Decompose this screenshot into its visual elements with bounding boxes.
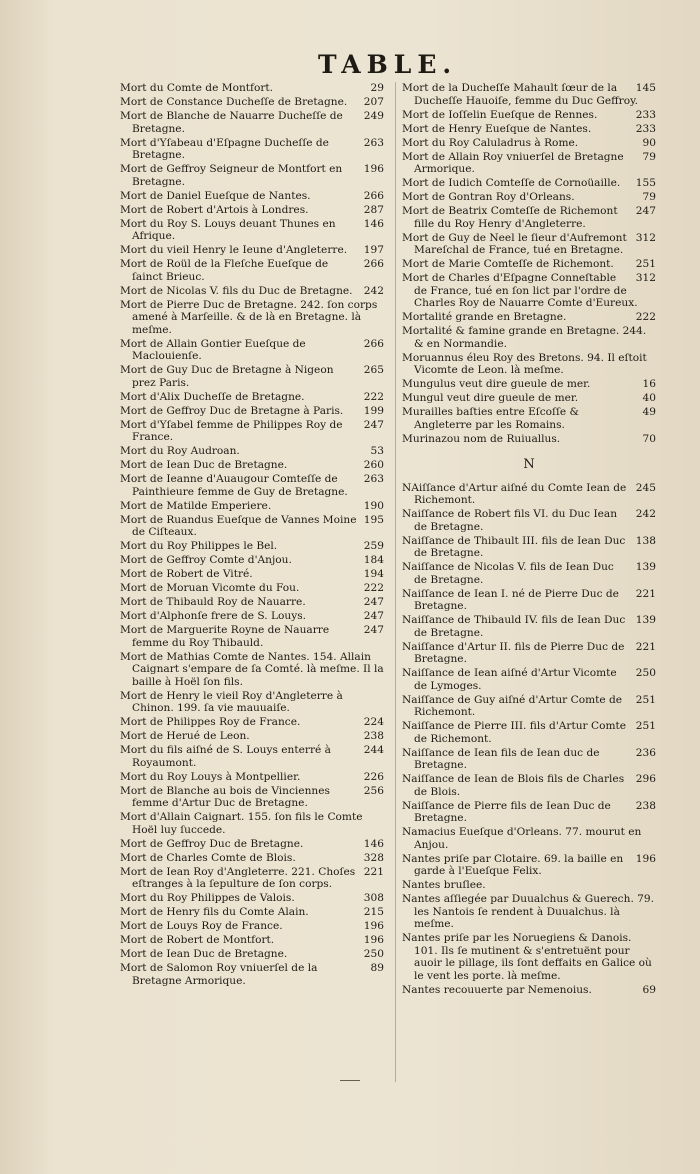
entry-text: Murailles baſties entre Eſcoſſe & Angleterre par les Romains.: [402, 406, 579, 431]
entry-text: Mort de Pierre Duc de Bretagne. 242. ſon corps amené à Marſeille. & de là en Bretagne. là meſme.: [120, 298, 378, 336]
entry-page-number: 146: [363, 837, 384, 850]
entry-text: Mort de Charles d'Eſpagne Conneſtable de France, tué en ſon lict par l'ordre de Charles Roy de Nauarre Comte d'Eureux.: [402, 272, 638, 309]
index-entry: [120, 96, 384, 109]
entry-page-number: 238: [635, 799, 656, 812]
index-entry: [402, 392, 656, 405]
entry-page-number: 215: [363, 906, 384, 918]
index-entry: [120, 892, 384, 905]
index-entry: [402, 879, 656, 892]
index-entry: [120, 920, 384, 933]
entry-page-number: 221: [635, 640, 656, 653]
entry-text: Naiſſance de Iean fils de Iean duc de Bretagne.: [402, 746, 600, 771]
entry-text: Mort de Guy de Neel le ſieur d'Aufremont Mareſchal de France, tué en Bretagne.: [402, 231, 627, 256]
index-entry: [120, 610, 384, 623]
entry-text: Nantes recouuerte par Nemenoius.: [402, 983, 592, 996]
entry-page-number: 197: [363, 244, 384, 256]
entry-text: Mort de Robert d'Artois à Londres.: [120, 203, 309, 216]
index-entry: [402, 311, 656, 324]
entry-text: Mort de Robert de Montfort.: [120, 934, 275, 946]
entry-page-number: 70: [642, 432, 656, 445]
index-entry: [402, 720, 656, 745]
entry-text: Murinazou nom de Ruiuallus.: [402, 432, 561, 445]
entry-text: Nantes aſſiegée par Duualchus & Guerech. 79. les Nantois ſe rendent à Duualchus. là meſme.: [402, 893, 655, 930]
entry-text: Mort de Mathias Comte de Nantes. 154. Allain Caignart s'empare de ſa Comté. là meſme. Il la baille à Hoël ſon fils.: [120, 650, 384, 688]
entry-page-number: 247: [363, 610, 384, 622]
entry-text: Mort de Constance Ducheſſe de Bretagne.: [120, 96, 348, 108]
index-entry: [120, 582, 384, 595]
index-entry: [120, 690, 384, 715]
entry-text: Mort de Blanche de Nauarre Ducheſſe de Bretagne.: [120, 110, 343, 135]
entry-text: Naiſſance de Iean aiſné d'Artur Vicomte de Lymoges.: [402, 667, 617, 692]
index-entry: [120, 852, 384, 865]
entry-page-number: 244: [363, 744, 384, 756]
index-entry: [120, 596, 384, 609]
index-entry: [402, 177, 656, 190]
index-entry: [120, 624, 384, 649]
entry-page-number: 251: [635, 258, 656, 270]
entry-page-number: 233: [635, 122, 656, 135]
index-entry: [402, 191, 656, 204]
entry-text: Nantes priſe par les Noruegiens & Danois. 101. Ils ſe mutinent & s'entretuënt pour auoir le pillage, ils ſont deffaits en Galice où le vent les porte. là meſme.: [402, 932, 652, 982]
entry-text: Mort de Charles Comte de Blois.: [120, 851, 296, 864]
entry-page-number: 238: [363, 730, 384, 742]
entry-page-number: 90: [642, 136, 656, 149]
entry-text: Nantes priſe par Clotaire. 69. la baille en garde à l'Eueſque Felix.: [402, 852, 624, 877]
entry-text: Mort du Roy Louys à Montpellier.: [120, 770, 301, 783]
entry-page-number: 195: [363, 513, 384, 526]
entry-page-number: 40: [642, 392, 656, 404]
index-entry: [402, 151, 656, 176]
index-entry: [120, 716, 384, 729]
index-entry: [402, 893, 656, 931]
entry-text: Mort de Henry le vieil Roy d'Angleterre à Chinon. 199. ſa vie mauuaiſe.: [120, 689, 343, 714]
index-entry: [120, 473, 384, 498]
entry-text: Mort d'Alphonſe frere de S. Louys.: [120, 610, 307, 622]
index-entry: [402, 352, 656, 377]
index-entry: [120, 110, 384, 135]
entry-text: Mort de Beatrix Comteſſe de Richemont fille du Roy Henry d'Angleterre.: [402, 205, 618, 230]
entry-text: Mort du Roy S. Louys deuant Thunes en Afrique.: [120, 217, 336, 242]
index-entry: [402, 378, 656, 391]
entry-text: Mort du Comte de Montfort.: [120, 82, 274, 94]
index-entry: [120, 338, 384, 363]
entry-text: Mort de Allain Gontier Eueſque de Maclouienſe.: [120, 337, 306, 362]
index-entry: [402, 641, 656, 666]
entry-text: Mort de Daniel Eueſque de Nantes.: [120, 189, 311, 202]
entry-page-number: 145: [635, 82, 656, 94]
entry-page-number: 245: [635, 481, 656, 494]
entry-page-number: 233: [635, 108, 656, 121]
entry-page-number: 222: [635, 311, 656, 323]
entry-page-number: 69: [642, 983, 656, 996]
index-entry: [402, 826, 656, 851]
entry-text: Naiſſance de Iean I. né de Pierre Duc de Bretagne.: [402, 587, 619, 612]
entry-page-number: 221: [363, 865, 384, 878]
entry-text: Naiſſance de Nicolas V. fils de Iean Duc de Bretagne.: [402, 561, 614, 586]
index-entry: [402, 325, 656, 350]
index-entry: [402, 800, 656, 825]
entry-text: Mort de Ieanne d'Auaugour Comteſſe de Painthieure femme de Guy de Bretagne.: [120, 473, 348, 498]
entry-page-number: 251: [635, 693, 656, 706]
index-entry: [120, 651, 384, 689]
entry-text: Mort de Iean Duc de Bretagne.: [120, 459, 288, 471]
entry-text: Mort de Allain Roy vniuerſel de Bretagne Armorique.: [402, 150, 624, 175]
entry-page-number: 221: [635, 587, 656, 600]
entry-text: Mort de Henry Eueſque de Nantes.: [402, 122, 592, 135]
entry-page-number: 196: [363, 920, 384, 932]
index-entry: [120, 244, 384, 257]
index-entry: [120, 285, 384, 298]
index-entry: [120, 962, 384, 987]
entry-page-number: 247: [363, 596, 384, 608]
index-entry: [402, 694, 656, 719]
entry-page-number: 79: [642, 191, 656, 203]
section-letter: N: [523, 457, 535, 472]
entry-page-number: 328: [363, 851, 384, 864]
entry-page-number: 146: [363, 217, 384, 230]
entry-text: Mort de Roül de la Fleſche Eueſque de ſainct Brieuc.: [120, 258, 329, 283]
entry-text: Nantes bruſlee.: [402, 879, 486, 891]
column-rule: [395, 82, 396, 1082]
entry-text: Mort de Salomon Roy vniuerſel de la Bretagne Armorique.: [120, 962, 318, 987]
entry-text: Mort de Iean Roy d'Angleterre. 221. Choſes eſtranges à la ſepulture de ſon corps.: [120, 865, 356, 890]
entry-text: Mort d'Yſabeau d'Eſpagne Ducheſſe de Bretagne.: [120, 136, 329, 161]
left-column: [120, 82, 384, 989]
entry-page-number: 236: [635, 746, 656, 759]
index-entry: [120, 730, 384, 743]
entry-text: Mort du Roy Caluladrus à Rome.: [402, 136, 579, 149]
entry-page-number: 139: [635, 614, 656, 626]
entry-text: Mort de Nicolas V. fils du Duc de Bretagne.: [120, 284, 353, 297]
entry-page-number: 312: [635, 231, 656, 244]
entry-text: Mortalité & famine grande en Bretagne. 244. & en Normandie.: [402, 325, 647, 350]
index-entry: [120, 554, 384, 567]
entry-page-number: 250: [363, 948, 384, 960]
entry-page-number: 184: [363, 554, 384, 566]
index-entry: [402, 588, 656, 613]
index-entry: [402, 258, 656, 271]
index-entry: [120, 299, 384, 337]
entry-page-number: 247: [363, 418, 384, 431]
index-entry: [120, 137, 384, 162]
index-entry: [120, 82, 384, 95]
index-entry: [402, 82, 656, 107]
entry-page-number: 139: [635, 561, 656, 573]
entry-page-number: 16: [642, 378, 656, 390]
entry-page-number: 260: [363, 459, 384, 471]
entry-text: Naiſſance de Thibault III. fils de Iean Duc de Bretagne.: [402, 534, 626, 559]
entry-text: Mort de Geffroy Duc de Bretagne à Paris.: [120, 404, 344, 417]
entry-text: Mort de Gontran Roy d'Orleans.: [402, 191, 575, 203]
entry-page-number: 194: [363, 568, 384, 580]
entry-text: Mort de Louys Roy de France.: [120, 920, 283, 932]
entry-page-number: 138: [635, 534, 656, 547]
index-entry: [120, 204, 384, 217]
index-entry: [120, 500, 384, 513]
index-entry: [120, 811, 384, 836]
entry-text: Mort du Roy Audroan.: [120, 445, 240, 457]
entry-page-number: 266: [363, 189, 384, 202]
entry-page-number: 266: [363, 337, 384, 350]
entry-page-number: 265: [363, 364, 384, 376]
entry-text: Mort de Philippes Roy de France.: [120, 716, 301, 728]
entry-text: Mort d'Yſabel femme de Philippes Roy de France.: [120, 418, 343, 443]
index-entry: [402, 232, 656, 257]
entry-page-number: 29: [370, 82, 384, 94]
index-entry: [402, 109, 656, 122]
entry-text: Mort de Geffroy Duc de Bretagne.: [120, 837, 304, 850]
entry-page-number: 242: [363, 284, 384, 297]
entry-page-number: 49: [642, 406, 656, 418]
entry-page-number: 266: [363, 258, 384, 270]
index-entry: [402, 272, 656, 310]
entry-page-number: 247: [635, 205, 656, 217]
entry-page-number: 224: [363, 716, 384, 728]
entry-text: Mortalité grande en Bretagne.: [402, 311, 567, 323]
index-entry: [402, 433, 656, 446]
entry-page-number: 199: [363, 404, 384, 417]
entry-page-number: 79: [642, 150, 656, 163]
index-entry: [120, 838, 384, 851]
index-entry: [402, 984, 656, 997]
entry-text: Mort du Roy Philippes de Valois.: [120, 892, 295, 904]
entry-text: Mort de Marie Comteſſe de Richemont.: [402, 258, 614, 270]
entry-page-number: 287: [363, 203, 384, 216]
index-entry: [402, 205, 656, 230]
entry-text: Mort de Herué de Leon.: [120, 730, 250, 742]
index-entry: [120, 568, 384, 581]
index-entry: [402, 747, 656, 772]
index-entry: [120, 218, 384, 243]
index-entry: [402, 853, 656, 878]
entry-text: Naiſſance de Pierre fils de Iean Duc de Bretagne.: [402, 799, 611, 824]
entry-page-number: 53: [370, 445, 384, 457]
index-entry: [120, 744, 384, 769]
index-entry: [120, 459, 384, 472]
index-entry: [402, 614, 656, 639]
entry-page-number: 222: [363, 582, 384, 594]
page-heading: TABLE.: [318, 50, 458, 79]
entry-page-number: 207: [363, 96, 384, 108]
entry-text: Mort du fils aiſné de S. Louys enterré à Royaumont.: [120, 744, 331, 769]
entry-text: Mungul veut dire gueule de mer.: [402, 392, 579, 404]
index-entry: [120, 445, 384, 458]
entry-text: Mort de Iean Duc de Bretagne.: [120, 948, 288, 960]
entry-text: Naiſſance de Guy aiſné d'Artur Comte de Richemont.: [402, 693, 623, 718]
index-entry: [402, 932, 656, 982]
entry-page-number: 89: [370, 962, 384, 974]
index-entry: [120, 163, 384, 188]
entry-text: Mort de Blanche au bois de Vinciennes femme d'Artur Duc de Bretagne.: [120, 784, 330, 809]
entry-page-number: 263: [363, 136, 384, 149]
entry-text: Mort de Geffroy Seigneur de Montfort en Bretagne.: [120, 163, 343, 188]
entry-text: Mort de Henry fils du Comte Alain.: [120, 906, 309, 918]
index-entry: [120, 866, 384, 891]
entry-text: Mort de la Ducheſſe Mahault ſœur de la Ducheſſe Hauoiſe, femme du Duc Geffroy.: [402, 82, 639, 107]
entry-page-number: 308: [363, 892, 384, 904]
entry-text: Mort de Ioſſelin Eueſque de Rennes.: [402, 108, 598, 121]
index-entry: [120, 540, 384, 553]
entry-text: Naiſſance de Pierre III. fils d'Artur Comte de Richemont.: [402, 720, 627, 745]
entry-text: Mort d'Alix Ducheſſe de Bretagne.: [120, 390, 305, 403]
entry-text: NAiſſance d'Artur aiſné du Comte Iean de Richemont.: [402, 481, 627, 506]
entry-page-number: 259: [363, 540, 384, 552]
entry-page-number: 222: [363, 390, 384, 403]
entry-text: Naiſſance de Robert fils VI. du Duc Iean de Bretagne.: [402, 508, 618, 533]
entry-text: Mort de Robert de Vitré.: [120, 568, 253, 580]
index-entry: [120, 364, 384, 389]
entry-text: Naiſſance de Iean de Blois fils de Charles de Blois.: [402, 773, 625, 798]
entry-text: Mungulus veut dire gueule de mer.: [402, 378, 591, 390]
entry-page-number: 190: [363, 499, 384, 512]
index-entry: [120, 785, 384, 810]
entry-page-number: 226: [363, 770, 384, 783]
index-entry: [402, 773, 656, 798]
index-entry: [402, 123, 656, 136]
index-entry: [402, 561, 656, 586]
entry-page-number: 196: [363, 163, 384, 175]
entry-page-number: 249: [363, 110, 384, 122]
entry-text: Namacius Eueſque d'Orleans. 77. mourut en Anjou.: [402, 826, 642, 851]
index-entry: [120, 391, 384, 404]
entry-page-number: 196: [635, 852, 656, 865]
footer-rule: [340, 1080, 360, 1081]
entry-page-number: 312: [635, 272, 656, 284]
entry-text: Mort de Marguerite Royne de Nauarre femme du Roy Thibauld.: [120, 624, 330, 649]
right-column: [402, 82, 656, 998]
entry-text: Mort de Iudich Comteſſe de Cornoüaille.: [402, 177, 621, 189]
entry-page-number: 256: [363, 784, 384, 797]
entry-text: Mort d'Allain Caignart. 155. ſon fils le Comte Hoël luy ſuccede.: [120, 811, 363, 836]
entry-text: Mort de Guy Duc de Bretagne à Nigeon prez Paris.: [120, 364, 334, 389]
entry-page-number: 251: [635, 720, 656, 732]
index-entry: [120, 405, 384, 418]
index-entry: [120, 514, 384, 539]
index-entry: [120, 190, 384, 203]
index-entry: [402, 508, 656, 533]
entry-text: Mort du vieil Henry le Ieune d'Angleterre.: [120, 244, 348, 256]
index-entry: [402, 535, 656, 560]
entry-page-number: 242: [635, 508, 656, 520]
entry-page-number: 196: [363, 934, 384, 946]
entry-page-number: 296: [635, 773, 656, 785]
entry-text: Naiſſance de Thibauld IV. fils de Iean Duc de Bretagne.: [402, 614, 626, 639]
entry-text: Mort de Moruan Vicomte du Fou.: [120, 582, 300, 594]
index-entry: [402, 406, 656, 431]
index-entry: [120, 934, 384, 947]
index-entry: [120, 771, 384, 784]
entry-page-number: 263: [363, 473, 384, 485]
index-entry: [402, 667, 656, 692]
entry-text: Mort de Thibauld Roy de Nauarre.: [120, 596, 306, 608]
entry-text: Moruannus éleu Roy des Bretons. 94. Il eſtoit Vicomte de Leon. là meſme.: [402, 351, 647, 376]
entry-page-number: 247: [363, 624, 384, 636]
entry-page-number: 155: [635, 177, 656, 189]
index-entry: [120, 419, 384, 444]
entry-text: Naiſſance d'Artur II. fils de Pierre Duc de Bretagne.: [402, 640, 625, 665]
entry-page-number: 250: [635, 667, 656, 679]
index-entry: [402, 137, 656, 150]
entry-text: Mort du Roy Philippes le Bel.: [120, 540, 278, 552]
index-entry: [120, 948, 384, 961]
index-entry: [120, 258, 384, 283]
entry-text: Mort de Geffroy Comte d'Anjou.: [120, 554, 292, 566]
entry-text: Mort de Ruandus Eueſque de Vannes Moine de Ciſteaux.: [120, 513, 357, 538]
entry-text: Mort de Matilde Emperiere.: [120, 499, 272, 512]
index-entry: [120, 906, 384, 919]
index-entry: [402, 482, 656, 507]
